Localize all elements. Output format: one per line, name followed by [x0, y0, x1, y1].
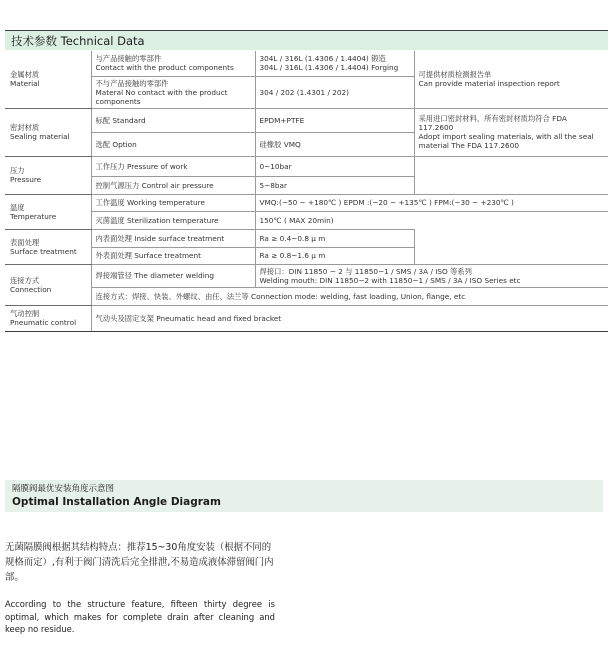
spec-label-cell	[91, 51, 255, 76]
spec-value: 150℃ ( MAX 20min)	[259, 215, 334, 225]
spec-label-cell	[91, 76, 255, 108]
spec-label: 与产品接触的零部件	[95, 54, 162, 64]
spec-label-cell	[91, 108, 255, 132]
spec-value: 焊接口：DIN 11850 − 2 与 11850−1 / SMS / 3A / ISO 等系列	[259, 266, 472, 276]
spec-value: Ra ≥ 0.4~0.8 μ m	[259, 233, 326, 243]
spec-label-cell	[91, 132, 255, 156]
category-label: 连接方式	[10, 275, 40, 285]
spec-label: 内表面处理 Inside surface treatment	[95, 233, 225, 243]
category-label: Pneumatic control	[10, 318, 77, 327]
spec-value-cell	[255, 132, 414, 156]
spec-value-cell	[255, 247, 414, 264]
table-row	[5, 305, 608, 331]
note-text: material The FDA 117.2600	[418, 141, 519, 150]
note-text: Can provide material inspection report	[418, 79, 560, 89]
spec-label: 外表面处理 Surface treatment	[95, 251, 202, 260]
spec-value: 0~10bar	[259, 161, 292, 171]
note-text: 可提供材质检测报告单	[418, 70, 492, 80]
note-cell	[414, 156, 608, 194]
table-row	[5, 51, 608, 76]
spec-value-cell	[255, 108, 414, 132]
table-row	[5, 108, 608, 132]
spec-value: 304 / 202 (1.4301 / 202)	[259, 87, 350, 97]
spec-label: 不与产品接触的零部件	[95, 78, 169, 88]
spec-label-cell	[91, 264, 255, 287]
note-text: Adopt import sealing materials, with all the seal	[418, 132, 594, 141]
category-cell	[5, 156, 91, 194]
note-text: 117.2600	[418, 123, 454, 132]
spec-label-cell	[91, 211, 255, 229]
spec-value: EPDM+PTFE	[259, 115, 305, 125]
spec-value: 304L / 316L (1.4306 / 1.4404) 锻造	[259, 54, 386, 64]
spec-label: 灭菌温度 Sterilization temperature	[95, 215, 219, 225]
note-text: 采用进口密封材料，所有密封材质均符合 FDA	[418, 114, 567, 123]
diagram-title-zh: 隔膜阀最优安装角度示意图	[12, 484, 115, 494]
spec-label: 焊接端管径 The diameter welding	[95, 271, 214, 280]
table-row	[5, 211, 608, 229]
category-label: Pressure	[10, 175, 42, 184]
category-label: Surface treatment	[10, 246, 77, 256]
spec-value-cell	[255, 229, 414, 247]
spec-value: 304L / 316L (1.4306 / 1.4404) Forging	[259, 63, 399, 73]
note-cell	[414, 51, 608, 108]
spec-value: 5~8bar	[259, 180, 288, 190]
category-label: Material	[10, 79, 40, 89]
category-label: 压力	[10, 166, 25, 175]
spec-value-cell	[255, 76, 414, 108]
spec-label: Materal No contact with the product	[95, 87, 228, 97]
spec-text: 气动头及固定支架 Pneumatic head and fixed bracket	[95, 313, 282, 323]
spec-label: components	[95, 96, 141, 106]
table-row	[5, 194, 608, 211]
spec-text: 连接方式：焊接、快装、外螺纹、由任、法兰等 Connection mode: welding, fast loading, Union, flange, etc	[95, 291, 466, 301]
category-label: Temperature	[10, 211, 57, 221]
spec-label-cell	[91, 247, 255, 264]
table-row	[5, 229, 608, 247]
category-cell	[5, 229, 91, 264]
category-label: Sealing material	[10, 132, 70, 141]
spec-label: 选配 Option	[95, 139, 137, 149]
installation-description-en: According to the structure feature, fifteen thirty degree is optimal, which makes for complete drain after cleaning and keep no residue.	[5, 599, 275, 634]
spec-value: Welding mouth: DIN 11850−2 with 11850−1 / SMS / 3A / ISO Series etc	[259, 275, 521, 285]
technical-data-table	[5, 51, 608, 332]
spec-value-cell	[255, 211, 414, 229]
spec-label: 工作压力 Pressure of work	[95, 161, 188, 171]
spec-value: 硅橡胶 VMQ	[259, 139, 301, 149]
spec-label: Contact with the product components	[95, 63, 234, 73]
spec-label-cell	[91, 194, 255, 211]
spec-label: 工作温度 Working temperature	[95, 198, 205, 207]
spec-value: Ra ≥ 0.8~1.6 μ m	[259, 251, 326, 260]
spec-label-cell	[91, 229, 255, 247]
full-width-cell	[91, 287, 608, 305]
category-label: 气动控制	[10, 309, 40, 318]
category-cell	[5, 264, 91, 305]
technical-data-title: 技术参数 Technical Data	[11, 34, 145, 48]
note-cell	[414, 108, 608, 156]
category-cell	[5, 194, 91, 229]
spec-label: 控制气源压力 Control air pressure	[95, 180, 214, 190]
spec-label-cell	[91, 156, 255, 176]
full-width-cell	[91, 305, 608, 331]
table-row	[5, 156, 608, 176]
note-cell	[414, 229, 608, 264]
spec-value-cell	[255, 156, 414, 176]
table-row	[5, 264, 608, 287]
category-cell	[5, 108, 91, 156]
spec-value-cell	[255, 194, 608, 211]
spec-value-cell	[255, 51, 414, 76]
category-cell	[5, 51, 91, 108]
table-row	[5, 287, 608, 305]
category-label: 表面处理	[10, 237, 40, 247]
category-cell	[5, 305, 91, 331]
diagram-section-header	[5, 480, 603, 512]
spec-value: VMQ:(−50 ~ +180℃ ) EPDM :(−20 ~ +135℃ ) FPM:(−30 ~ +230℃ )	[259, 198, 514, 207]
category-label: 温度	[10, 202, 25, 212]
technical-data-header	[5, 30, 608, 50]
spec-label-cell	[91, 176, 255, 194]
category-label: 金属材质	[10, 70, 40, 80]
spec-value-cell	[255, 176, 414, 194]
category-label: 密封材质	[10, 123, 40, 132]
diagram-title-en: Optimal Installation Angle Diagram	[12, 496, 221, 508]
spec-value-cell	[255, 264, 608, 287]
category-label: Connection	[10, 284, 52, 294]
spec-label: 标配 Standard	[95, 115, 146, 125]
installation-description-zh: 无菌隔膜阀根据其结构特点：推荐15~30角度安装（根据不同的规格而定）,有利于阀门清洗后完全排泄,不易造成液体滞留阀门内部。	[5, 542, 274, 583]
